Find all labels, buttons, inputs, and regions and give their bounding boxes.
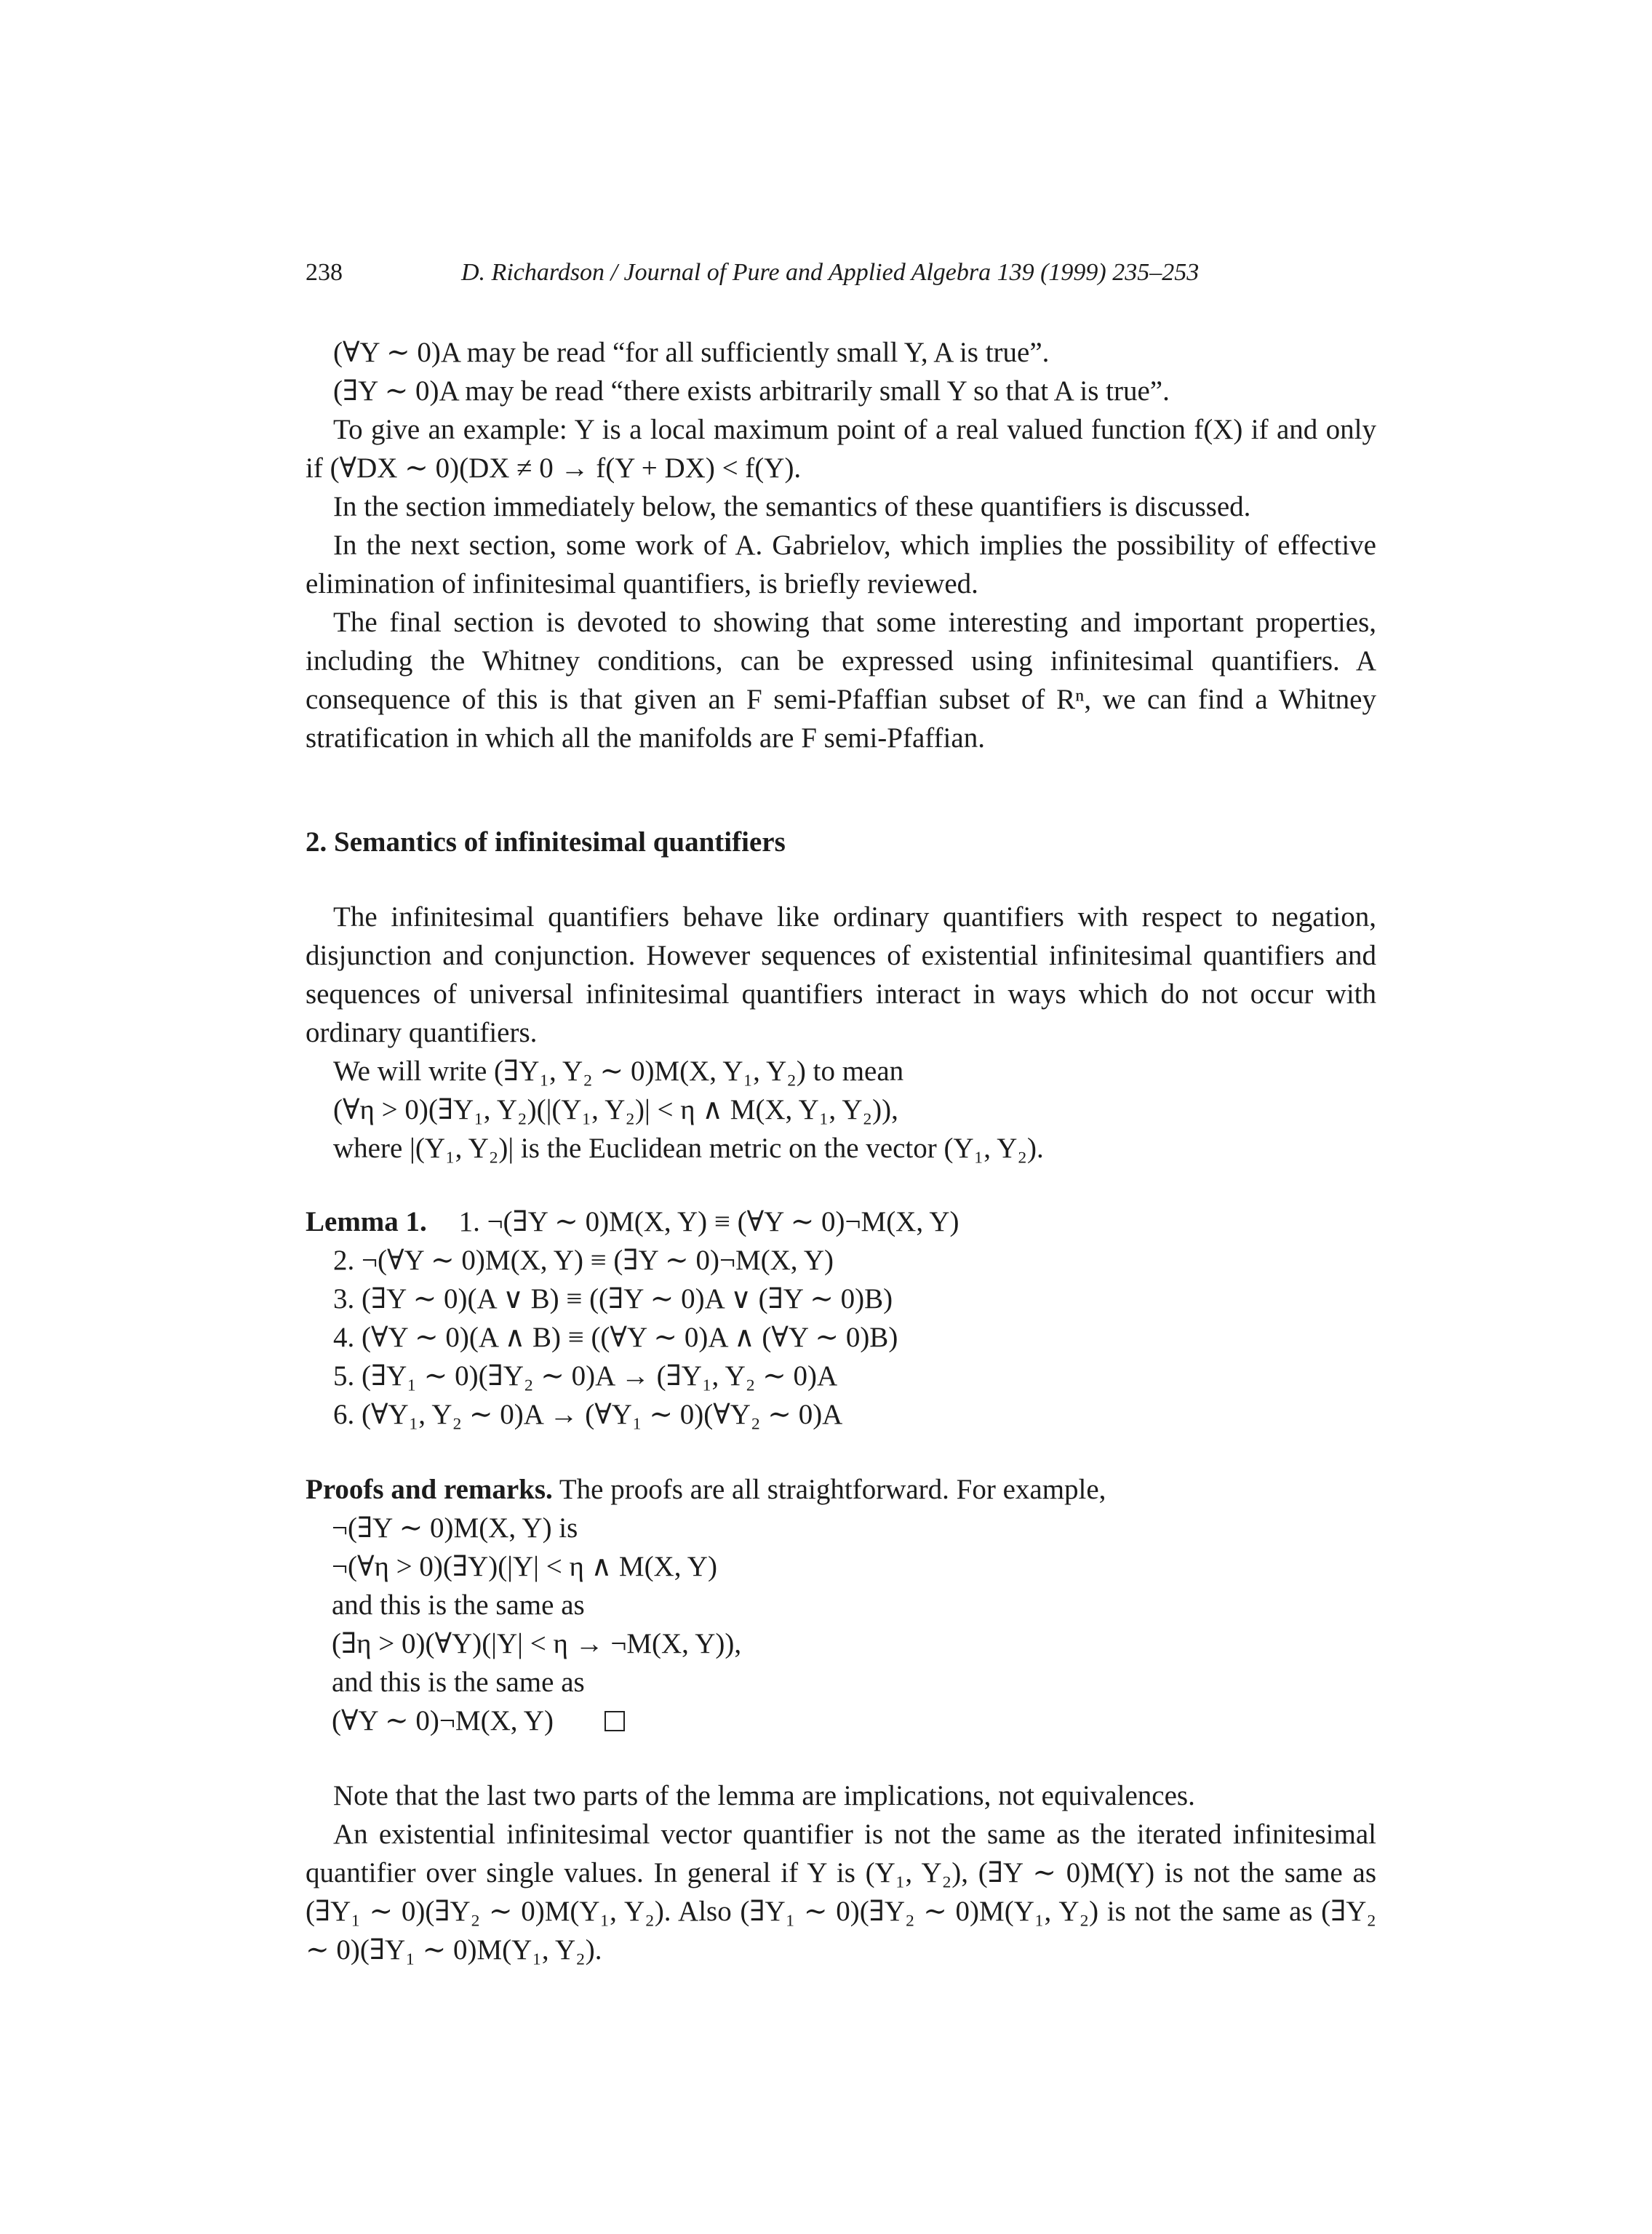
proof-line: and this is the same as bbox=[332, 1667, 585, 1698]
definition-line: We will write (∃Y₁, Y₂ ∼ 0)M(X, Y₁, Y₂) to mean bbox=[333, 1056, 904, 1087]
closing-paragraph: Note that the last two parts of the lemma are implications, not equivalences. bbox=[333, 1780, 1195, 1811]
intro-paragraph: In the next section, some work of A. Gabrielov, which implies the possibility of effective elimination of infinitesimal quantifiers, is briefly reviewed. bbox=[306, 530, 1376, 599]
intro-paragraph: (∀Y ∼ 0)A may be read “for all sufficiently small Y, A is true”. bbox=[333, 337, 1050, 368]
lemma-item: 5. (∃Y₁ ∼ 0)(∃Y₂ ∼ 0)A → (∃Y₁, Y₂ ∼ 0)A bbox=[333, 1360, 838, 1392]
lemma-item: 6. (∀Y₁, Y₂ ∼ 0)A → (∀Y₁ ∼ 0)(∀Y₂ ∼ 0)A bbox=[333, 1399, 843, 1430]
intro-paragraph: In the section immediately below, the semantics of these quantifiers is discussed. bbox=[333, 491, 1251, 522]
intro-paragraph: To give an example: Y is a local maximum point of a real valued function f(X) if and only if (∀DX ∼ 0)(DX ≠ 0 → f(Y + DX) < f(Y). bbox=[306, 414, 1376, 484]
lemma-item: 3. (∃Y ∼ 0)(A ∨ B) ≡ ((∃Y ∼ 0)A ∨ (∃Y ∼ 0)B) bbox=[333, 1283, 893, 1315]
proofs-first-line bbox=[306, 1470, 1376, 1509]
lemma-item: 2. ¬(∀Y ∼ 0)M(X, Y) ≡ (∃Y ∼ 0)¬M(X, Y) bbox=[333, 1245, 834, 1276]
proof-line: ¬(∀η > 0)(∃Y)(|Y| < η ∧ M(X, Y) bbox=[332, 1551, 717, 1582]
lemma-item: 4. (∀Y ∼ 0)(A ∧ B) ≡ ((∀Y ∼ 0)A ∧ (∀Y ∼ 0)B) bbox=[333, 1322, 898, 1353]
running-header bbox=[306, 259, 1375, 295]
definition-line: where |(Y₁, Y₂)| is the Euclidean metric on the vector (Y₁, Y₂). bbox=[333, 1133, 1044, 1164]
proof-line: (∃η > 0)(∀Y)(|Y| < η → ¬M(X, Y)), bbox=[332, 1628, 742, 1659]
section-title: 2. Semantics of infinitesimal quantifiers bbox=[306, 826, 786, 858]
proof-last-line bbox=[306, 1702, 1376, 1740]
lemma-item: 1. ¬(∃Y ∼ 0)M(X, Y) ≡ (∀Y ∼ 0)¬M(X, Y) bbox=[458, 1206, 959, 1237]
proof-line: ¬(∃Y ∼ 0)M(X, Y) is bbox=[332, 1512, 578, 1544]
proofs-intro: The proofs are all straightforward. For example, bbox=[559, 1474, 1106, 1505]
proof-line: (∀Y ∼ 0)¬M(X, Y) bbox=[332, 1705, 554, 1736]
intro-paragraph: (∃Y ∼ 0)A may be read “there exists arbitrarily small Y so that A is true”. bbox=[333, 375, 1170, 407]
running-head: D. Richardson / Journal of Pure and Applied Algebra 139 (1999) 235–253 bbox=[461, 259, 1200, 286]
definition-formula: (∀η > 0)(∃Y₁, Y₂)(|(Y₁, Y₂)| < η ∧ M(X, Y₁, Y₂)), bbox=[333, 1094, 898, 1125]
section-paragraph: The infinitesimal quantifiers behave like ordinary quantifiers with respect to negation, disjunction and conjunction. However sequences of existential infinitesimal quantifiers and sequences of universal infinitesimal quantifiers interact in ways which do not occur with ordinary quantifiers. bbox=[306, 901, 1376, 1048]
qed-box-icon bbox=[604, 1711, 625, 1731]
proof-line: and this is the same as bbox=[332, 1589, 585, 1621]
lemma-label: Lemma 1. bbox=[306, 1206, 427, 1237]
page-body bbox=[306, 333, 1376, 1969]
proofs-label: Proofs and remarks. bbox=[306, 1474, 553, 1505]
intro-paragraph: The final section is devoted to showing that some interesting and important properties, including the Whitney conditions, can be expressed using infinitesimal quantifiers. A consequence of this is that given an F semi-Pfaffian subset of Rⁿ, we can find a Whitney stratification in which all the manifolds are F semi-Pfaffian. bbox=[306, 607, 1376, 754]
closing-paragraph: An existential infinitesimal vector quantifier is not the same as the iterated infinitesimal quantifier over single values. In general if Y is (Y₁, Y₂), (∃Y ∼ 0)M(Y) is not the same as (∃Y₁ ∼ 0)(∃Y₂ ∼ 0)M(Y₁, Y₂). Also (∃Y₁ ∼ 0)(∃Y₂ ∼ 0)M(Y₁, Y₂) is not the same as (∃Y₂ ∼ 0)(∃Y₁ ∼ 0)M(Y₁, Y₂). bbox=[306, 1819, 1376, 1966]
lemma-first-line bbox=[306, 1202, 1376, 1241]
page-number: 238 bbox=[306, 259, 343, 286]
